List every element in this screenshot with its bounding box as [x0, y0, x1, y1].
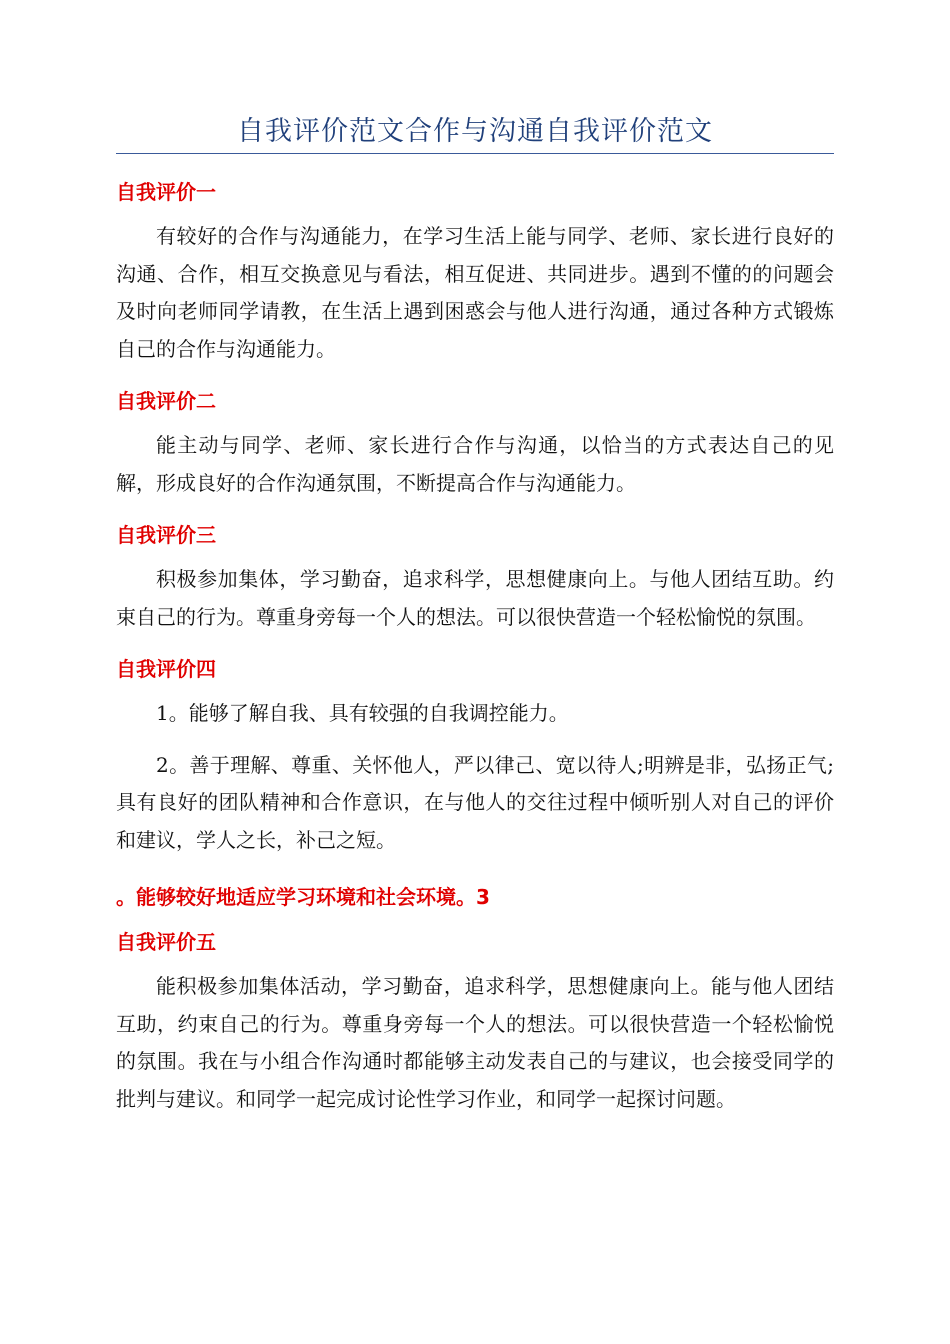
title-underline [116, 153, 834, 154]
section-heading: 自我评价五 [116, 930, 216, 954]
section-heading: 自我评价二 [116, 389, 216, 413]
section-1 [116, 176, 834, 368]
section-paragraph: 1。能够了解自我、具有较强的自我调控能力。 [156, 701, 569, 725]
document-body [116, 176, 834, 1118]
section-2 [116, 385, 834, 502]
section-paragraph: 能主动与同学、老师、家长进行合作与沟通，以恰当的方式表达自己的见解，形成良好的合作沟通氛围，不断提高合作与沟通能力。 [116, 433, 834, 495]
section-5 [116, 881, 834, 913]
section-paragraph: 积极参加集体，学习勤奋，追求科学，思想健康向上。与他人团结互助。约束自己的行为。尊重身旁每一个人的想法。可以很快营造一个轻松愉悦的氛围。 [116, 567, 834, 629]
section-6 [116, 926, 834, 1118]
section-paragraph: 2。善于理解、尊重、关怀他人，严以律己、宽以待人;明辨是非，弘扬正气;具有良好的团队精神和合作意识，在与他人的交往过程中倾听别人对自己的评价和建议，学人之长，补己之短。 [116, 752, 834, 852]
section-3 [116, 519, 834, 636]
section-heading: 自我评价三 [116, 523, 216, 547]
section-heading: 。能够较好地适应学习环境和社会环境。3 [116, 885, 490, 909]
section-paragraph: 有较好的合作与沟通能力，在学习生活上能与同学、老师、家长进行良好的沟通、合作，相互交换意见与看法，相互促进、共同进步。遇到不懂的的问题会及时向老师同学请教，在生活上遇到困惑会与他人进行沟通，通过各种方式锻炼自己的合作与沟通能力。 [116, 224, 834, 361]
section-4 [116, 653, 834, 859]
section-heading: 自我评价四 [116, 657, 216, 681]
section-paragraph: 能积极参加集体活动，学习勤奋，追求科学，思想健康向上。能与他人团结互助，约束自己的行为。尊重身旁每一个人的想法。可以很快营造一个轻松愉悦的氛围。我在与小组合作沟通时都能够主动发表自己的与建议，也会接受同学的批判与建议。和同学一起完成讨论性学习作业，和同学一起探讨问题。 [116, 974, 834, 1111]
document-title: 自我评价范文合作与沟通自我评价范文 [237, 116, 713, 147]
section-heading: 自我评价一 [116, 180, 216, 204]
